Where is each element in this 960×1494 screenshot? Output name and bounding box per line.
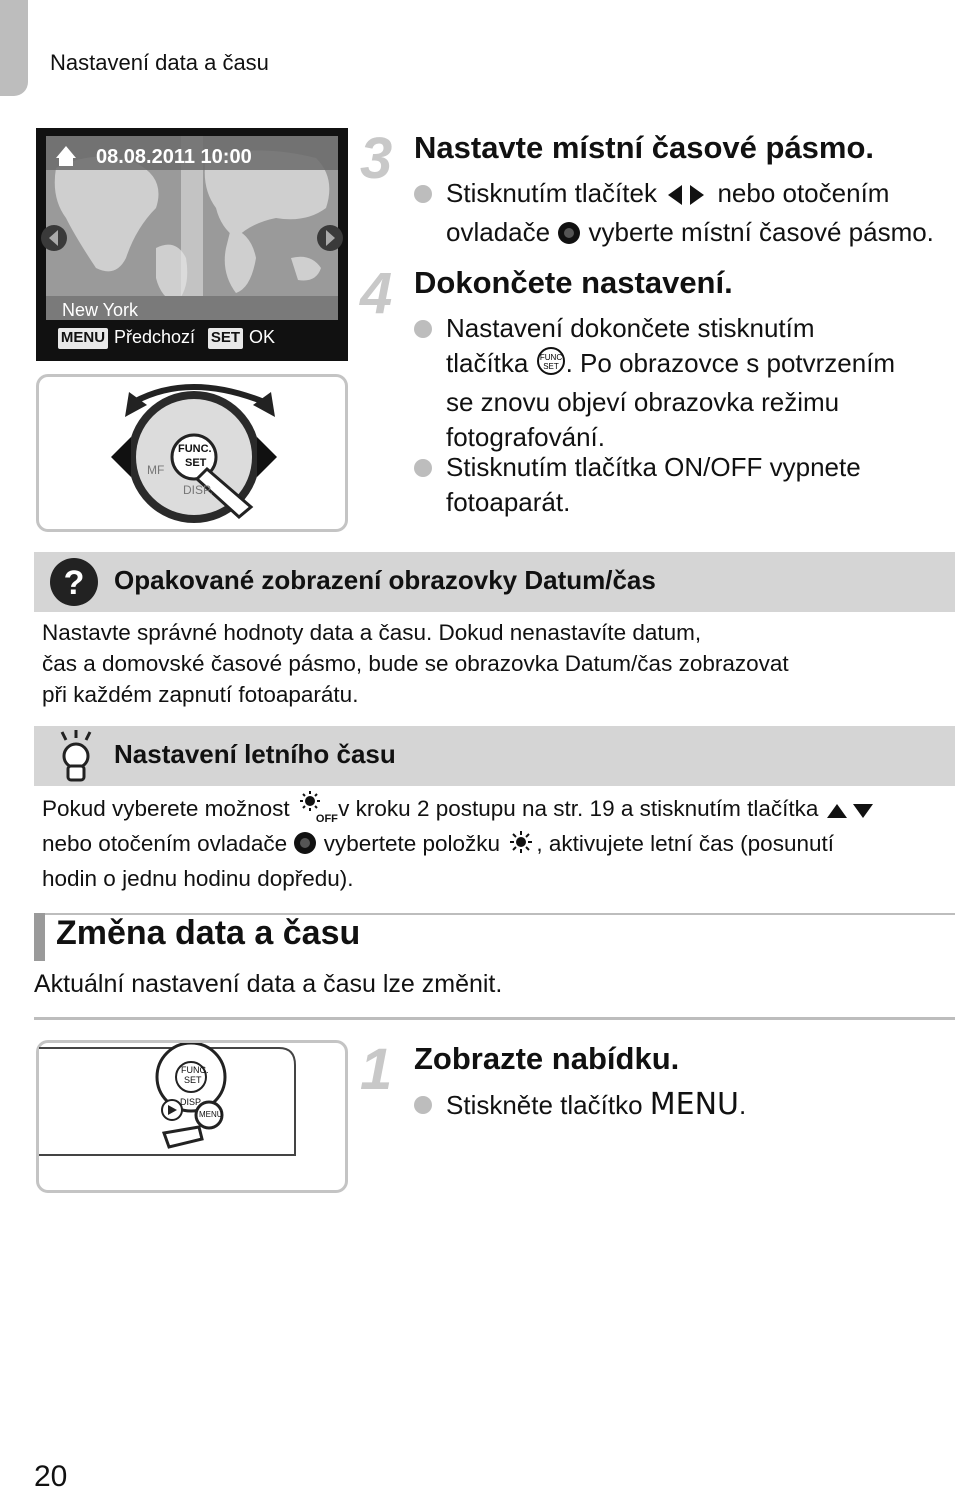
note-2-l2a: nebo otočením ovladače bbox=[42, 831, 288, 856]
step-4-number: 4 bbox=[360, 261, 393, 326]
step-3-text-c: ovladače bbox=[446, 217, 551, 247]
step-3-text-d: vyberte místní časové pásmo. bbox=[588, 217, 934, 247]
step-4-b1-line2b: . Po obrazovce s potvrzením bbox=[565, 348, 896, 378]
bullet-dot bbox=[414, 185, 432, 203]
page-header: Nastavení data a času bbox=[50, 50, 269, 75]
step-3-number: 3 bbox=[360, 126, 393, 191]
note-2-line-1 bbox=[42, 790, 954, 828]
svg-text:?: ? bbox=[63, 564, 85, 602]
note-1-body bbox=[42, 617, 942, 710]
section-marker bbox=[34, 913, 45, 961]
lightbulb-icon bbox=[54, 730, 98, 784]
step-3-title: Nastavte místní časové pásmo. bbox=[414, 130, 875, 165]
bullet-dot bbox=[414, 459, 432, 477]
svg-text:SET: SET bbox=[542, 362, 559, 371]
note-1-line-3: při každém zapnutí fotoaparátu. bbox=[42, 682, 359, 707]
bullet-dot bbox=[414, 1096, 432, 1114]
dial-mf-label: MF bbox=[147, 463, 165, 477]
section-divider bbox=[34, 1017, 955, 1020]
lcd-datetime: 08.08.2011 10:00 bbox=[96, 146, 252, 168]
dial-set-label: SET bbox=[185, 457, 207, 469]
step-4-b2-line2: fotoaparát. bbox=[446, 487, 571, 517]
step-3-text-b: nebo otočením bbox=[717, 178, 890, 208]
page-number: 20 bbox=[34, 1460, 68, 1493]
note-2-body bbox=[42, 790, 954, 894]
note-2-l2c: , aktivujete letní čas (posunutí bbox=[536, 831, 834, 856]
step-4-b2-line1: Stisknutím tlačítka ON/OFF vypnete bbox=[446, 452, 861, 482]
step-3-bullet bbox=[414, 176, 960, 254]
question-icon bbox=[48, 556, 100, 608]
lcd-city: New York bbox=[62, 300, 139, 320]
body-func-label: FUNC. bbox=[181, 1065, 209, 1075]
control-dial-illustration bbox=[36, 374, 348, 532]
chapter-tab bbox=[0, 0, 28, 96]
dst-off-icon bbox=[296, 790, 338, 828]
note-1-line-1: Nastavte správné hodnoty data a času. Dokud nenastavíte datum, bbox=[42, 620, 702, 645]
step-1-title: Zobrazte nabídku. bbox=[414, 1041, 680, 1076]
dial-func-label: FUNC. bbox=[178, 443, 212, 455]
note-1-line-2: čas a domovské časové pásmo, bude se obrazovka Datum/čas zobrazovat bbox=[42, 651, 789, 676]
body-disp-label: DISP bbox=[180, 1097, 202, 1107]
menu-button-label: MENU bbox=[649, 1087, 740, 1122]
note-1-title: Opakované zobrazení obrazovky Datum/čas bbox=[114, 565, 656, 595]
step-3-text-a: Stisknutím tlačítek bbox=[446, 178, 657, 208]
control-dial-icon bbox=[557, 219, 581, 254]
body-menu-label: MENU bbox=[199, 1110, 223, 1119]
step-4-b1-line3: se znovu objeví obrazovka režimu bbox=[446, 387, 840, 417]
left-right-buttons-icon bbox=[664, 180, 710, 215]
bullet-dot bbox=[414, 320, 432, 338]
control-dial-icon bbox=[293, 831, 317, 863]
dst-off-label: OFF bbox=[315, 813, 338, 825]
step-4-bullet-1 bbox=[414, 311, 960, 455]
note-2-title: Nastavení letního času bbox=[114, 739, 396, 769]
note-2-line-2 bbox=[42, 828, 954, 863]
note-2-line-3: hodin o jednu hodinu dopředu). bbox=[42, 866, 354, 891]
note-2-l1b: v kroku 2 postupu na str. 19 a stisknutím tlačítka bbox=[338, 796, 819, 821]
func-set-button-icon bbox=[536, 346, 566, 385]
lcd-set-button: SET bbox=[210, 329, 241, 346]
step-4-title: Dokončete nastavení. bbox=[414, 265, 733, 300]
body-set-label: SET bbox=[184, 1075, 202, 1085]
camera-lcd-screen bbox=[36, 128, 348, 361]
camera-body-illustration bbox=[36, 1040, 348, 1193]
section-title: Změna data a času bbox=[56, 914, 361, 952]
dial-disp-label: DISP. bbox=[183, 483, 213, 497]
lcd-set-label: OK bbox=[249, 327, 276, 347]
section-intro: Aktuální nastavení data a času lze změnit. bbox=[34, 970, 503, 998]
step-1-text-a: Stiskněte tlačítko bbox=[446, 1090, 643, 1120]
step-4-b1-line1: Nastavení dokončete stisknutím bbox=[446, 313, 815, 343]
step-1-text-c: . bbox=[739, 1090, 747, 1120]
step-1-number: 1 bbox=[360, 1037, 393, 1102]
note-1-header bbox=[34, 552, 955, 612]
left-arrow-icon bbox=[111, 437, 131, 477]
step-4-b1-line2a: tlačítka bbox=[446, 348, 529, 378]
step-4-b1-line4: fotografování. bbox=[446, 422, 605, 452]
step-4-bullet-2 bbox=[414, 450, 960, 520]
lcd-menu-label: Předchozí bbox=[114, 327, 196, 347]
lcd-menu-button: MENU bbox=[60, 329, 106, 346]
dst-on-icon bbox=[506, 829, 536, 863]
rotate-right-arrow-icon bbox=[253, 392, 275, 417]
svg-text:FUNC: FUNC bbox=[539, 353, 562, 362]
up-down-buttons-icon bbox=[825, 797, 875, 828]
right-arrow-icon bbox=[257, 437, 277, 477]
step-1-bullet bbox=[414, 1087, 960, 1123]
note-2-l2b: vybertete položku bbox=[323, 831, 501, 856]
note-2-l1a: Pokud vyberete možnost bbox=[42, 796, 290, 821]
note-2-header bbox=[34, 726, 955, 786]
